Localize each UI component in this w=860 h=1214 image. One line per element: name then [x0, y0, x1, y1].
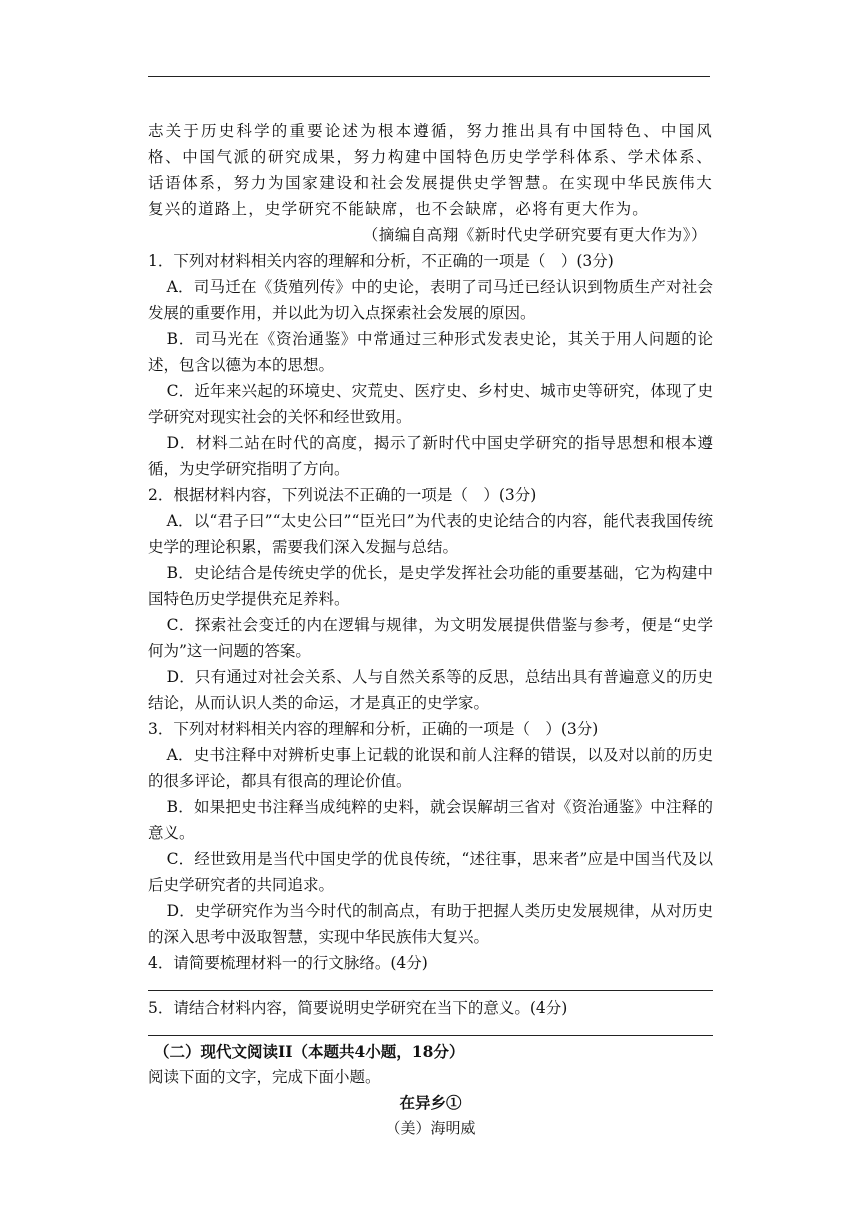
answer-line[interactable] [148, 1035, 713, 1036]
section-instruction: 阅读下面的文字，完成下面小题。 [148, 1068, 381, 1086]
material-paragraph: 志关于历史科学的重要论述为根本遵循，努力推出具有中国特色、中国风格、中国气派的研究成果，努力构建中国特色历史学学科体系、学术体系、话语体系，努力为国家建设和社会发展提供史学智慧。在实现中华民族伟大复兴的道路上，史学研究不能缺席，也不会缺席，必将有更大作为。 [148, 122, 713, 218]
section-title: （二）现代文阅读II（本题共4小题，18分） [154, 1042, 465, 1061]
question-4 [148, 950, 713, 991]
question-stem: 5．请结合材料内容，简要说明史学研究在当下的意义。(4分) [148, 999, 568, 1017]
article-title: 在异乡① [399, 1093, 462, 1112]
option-a: A．以“君子曰”“太史公曰”“臣光曰”为代表的史论结合的内容，能代表我国传统史学的理论积累，需要我们深入发掘与总结。 [148, 512, 713, 556]
header-rule [148, 76, 710, 77]
option-a: A．司马迁在《货殖列传》中的史论，表明了司马迁已经认识到物质生产对社会发展的重要作用，并以此为切入点探索社会发展的原因。 [148, 278, 713, 322]
option-c: C．近年来兴起的环境史、灾荒史、医疗史、乡村史、城市史等研究，体现了史学研究对现实社会的关怀和经世致用。 [148, 382, 713, 426]
option-d: D．史学研究作为当今时代的制高点，有助于把握人类历史发展规律，从对历史的深入思考中汲取智慧，实现中华民族伟大复兴。 [148, 902, 713, 946]
option-a: A．史书注释中对辨析史事上记载的讹误和前人注释的错误，以及对以前的历史的很多评论，都具有很高的理论价值。 [148, 746, 713, 790]
option-c: C．探索社会变迁的内在逻辑与规律，为文明发展提供借鉴与参考，便是“史学何为”这一问题的答案。 [148, 616, 713, 660]
question-stem: 4．请简要梳理材料一的行文脉络。(4分) [148, 954, 428, 972]
page-content [148, 118, 713, 1140]
question-stem: 3．下列对材料相关内容的理解和分析，正确的一项是（ ）(3分) [148, 720, 599, 738]
question-5 [148, 995, 713, 1036]
question-3 [148, 716, 713, 950]
option-d: D．只有通过对社会关系、人与自然关系等的反思，总结出具有普遍意义的历史结论，从而认识人类的命运，才是真正的史学家。 [148, 668, 713, 712]
option-d: D．材料二站在时代的高度，揭示了新时代中国史学研究的指导思想和根本遵循，为史学研究指明了方向。 [148, 434, 713, 478]
question-2 [148, 482, 713, 716]
article-author: （美）海明威 [385, 1119, 476, 1137]
section-two [148, 1040, 713, 1140]
answer-line[interactable] [148, 990, 713, 991]
question-1 [148, 248, 713, 482]
material-source: （摘编自高翔《新时代史学研究要有更大作为》） [362, 226, 707, 244]
question-stem: 1．下列对材料相关内容的理解和分析，不正确的一项是（ ）(3分) [148, 252, 614, 270]
option-b: B．如果把史书注释当成纯粹的史料，就会误解胡三省对《资治通鉴》中注释的意义。 [148, 798, 713, 842]
question-stem: 2．根据材料内容，下列说法不正确的一项是（ ）(3分) [148, 486, 537, 504]
option-b: B．史论结合是传统史学的优长，是史学发挥社会功能的重要基础，它为构建中国特色历史学提供充足养料。 [148, 564, 713, 608]
option-b: B．司马光在《资治通鉴》中常通过三种形式发表史论，其关于用人问题的论述，包含以德为本的思想。 [148, 330, 713, 374]
option-c: C．经世致用是当代中国史学的优良传统，“述往事，思来者”应是中国当代及以后史学研究者的共同追求。 [148, 850, 713, 894]
